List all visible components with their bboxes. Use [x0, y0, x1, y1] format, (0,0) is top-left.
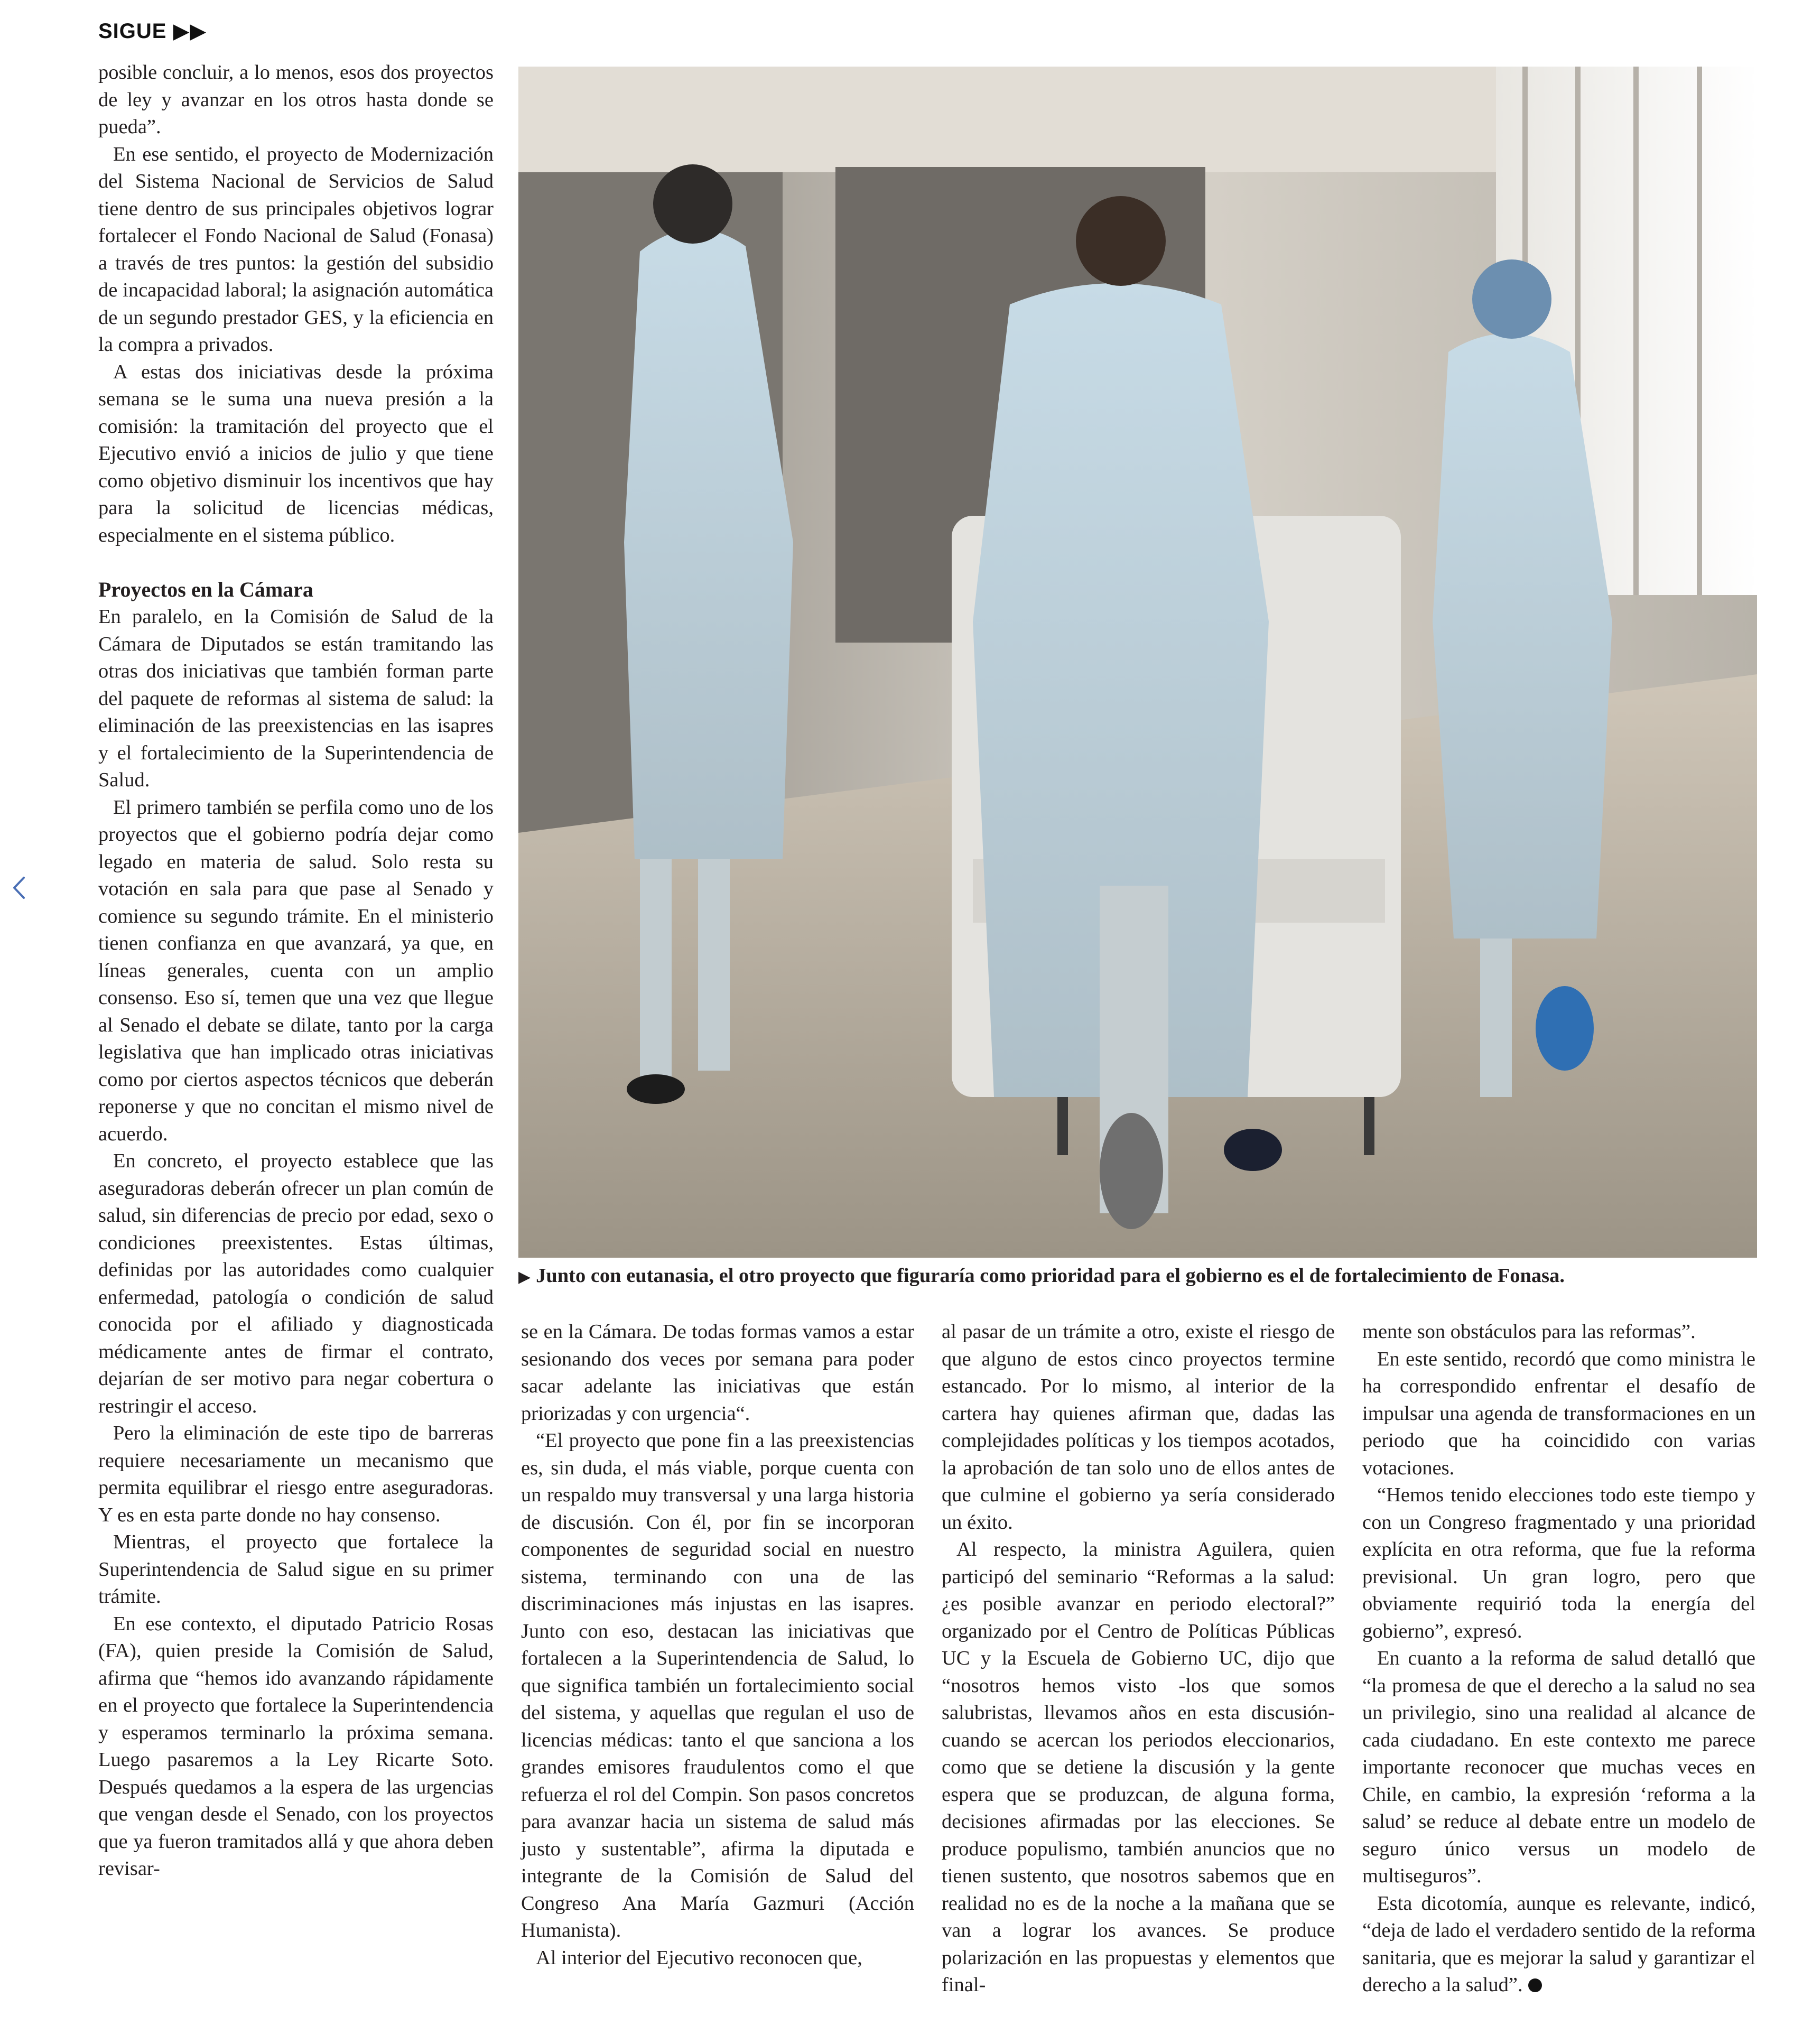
paragraph: “Hemos tenido elecciones todo este tiempo y con un Congreso fragmentado y una prioridad explícita en otra reforma, que fue la reforma previsional. Un gran logro, pero que obviamente requirió toda la energía del gobierno”, expresó. [1362, 1484, 1755, 1642]
sigue-label: SIGUE ▶▶ [98, 20, 207, 43]
paragraph: al pasar de un trámite a otro, existe el riesgo de que alguno de estos cinco proyectos termine estancado. Por lo mismo, al interior de la cartera hay quienes afirman que, dadas las complejidades políticas y los tiempos acotados, la aprobación de tan solo uno de ellos antes de que culmine el gobierno ya sería considerado un éxito. [942, 1321, 1335, 1534]
photo-caption [518, 1262, 1757, 1291]
caption-arrow-icon: ▶ [518, 1268, 531, 1286]
chevron-left-icon [11, 875, 27, 901]
paragraph: A estas dos iniciativas desde la próxima semana se le suma una nueva presión a la comisión: la tramitación del proyecto que el Ejecutivo envió a inicios de julio y que tiene como objetivo disminuir los incentivos que hay para la solicitud de licencias médicas, especialmente en el sistema público. [98, 360, 494, 546]
paragraph: posible concluir, a lo menos, esos dos proyectos de ley y avanzar en los otros hasta donde se pueda”. [98, 61, 494, 138]
caption-text: Junto con eutanasia, el otro proyecto que figuraría como prioridad para el gobierno es el de fortalecimiento de Fonasa. [536, 1265, 1565, 1287]
paragraph: En cuanto a la reforma de salud detalló que “la promesa de que el derecho a la salud no sea un privilegio, sino una realidad al alcance de cada ciudadano. En este contexto me parece importante reconocer que muchas veces en Chile, en cambio, la expresión ‘reforma a la salud’ se reduce al debate entre un modelo de seguro único versus un modelo de multiseguros”. [1362, 1647, 1755, 1887]
paragraph: Mientras, el proyecto que fortalece la Superintendencia de Salud sigue en su primer trámite. [98, 1531, 494, 1608]
paragraph: Al interior del Ejecutivo reconocen que, [536, 1946, 862, 1969]
paragraph: “El proyecto que pone fin a las preexistencias es, sin duda, el más viable, porque cuenta con un respaldo muy transversal y una larga historia de discusión. Con él, por fin se incorporan componentes de seguridad social en nuestro sistema, terminando con una de las discriminaciones más injustas en las isapres. Junto con eso, destacan las iniciativas que fortalecen a la Superintendencia de Salud, lo que significa también un fortalecimiento social del sistema, y aquellas que regulan el uso de licencias médicas: tanto el que sanciona a los grandes emisores fraudulentos como el que refuerza el rol del Compin. Son pasos concretos para avanzar hacia un sistema de salud más justo y sustentable”, afirma la diputada e integrante de la Comisión de Salud del Congreso Ana María Gazmuri (Acción Humanista). [521, 1429, 914, 1941]
hospital-photo [518, 67, 1757, 1258]
paragraph: El primero también se perfila como uno de los proyectos que el gobierno podría dejar como legado en materia de salud. Solo resta su votación en sala para que pase al Senado y comience su segundo trámite. En el ministerio tienen confianza en que avanzará, ya que, en líneas generales, cuenta con un amplio consenso. Eso sí, temen que una vez que llegue al Senado el debate se dilate, tanto por la carga legislativa que han implicado otras iniciativas como por ciertos aspectos técnicos que deberán reponerse y que no concitan el mismo nivel de acuerdo. [98, 796, 494, 1145]
paragraph: En ese sentido, el proyecto de Modernización del Sistema Nacional de Servicios de Salud tiene dentro de sus principales objetivos lograr fortalecer el Fondo Nacional de Salud (Fonasa) a través de tres puntos: la gestión del subsidio de incapacidad laboral; la asignación automática de un segundo prestador GES, y la eficiencia en la compra a privados. [98, 143, 494, 356]
paragraph: En paralelo, en la Comisión de Salud de la Cámara de Diputados se están tramitando las otras dos iniciativas que también forman parte del paquete de reformas al sistema de salud: la eliminación de las preexistencias en las isapres y el fortalecimiento de la Superintendencia de Salud. [98, 606, 494, 791]
paragraph [1362, 1890, 1755, 1999]
article-column-2 [521, 1318, 914, 1972]
article-column-4 [1362, 1318, 1755, 1999]
paragraph: se en la Cámara. De todas formas vamos a estar sesionando dos veces por semana para poder sacar adelante las iniciativas que están priorizadas y con urgencia“. [521, 1321, 914, 1425]
end-bullet-icon [1528, 1978, 1542, 1992]
section-heading: Proyectos en la Cámara [98, 578, 313, 601]
paragraph: mente son obstáculos para las reformas”. [1362, 1321, 1696, 1343]
previous-page-button[interactable] [7, 872, 31, 904]
paragraph: Al respecto, la ministra Aguilera, quien participó del seminario “Reformas a la salud: ¿es posible avanzar en periodo electoral?” organizado por el Centro de Políticas Públicas UC y la Escuela de Gobierno UC, dijo que “nosotros hemos visto -los que somos salubristas, llevamos años en esta discusión- cuando se acercan los periodos eleccionarios, como que se detiene la discusión y la gente espera que se produzcan, de alguna forma, decisiones afirmadas por las elecciones. Se produce populismo, también anuncios que no tienen sustento, que nosotros sabemos que en realidad no es de la noche a la mañana que se van a lograr los avances. Se produce polarización en las propuestas y elementos que final- [942, 1538, 1335, 1996]
paragraph: En ese contexto, el diputado Patricio Rosas (FA), quien preside la Comisión de Salud, afirma que “hemos ido avanzando rápidamente en el proyecto que fortalece la Superintendencia y esperamos terminarlo la próxima semana. Luego pasaremos a la Ley Ricarte Soto. Después quedamos a la espera de las urgencias que vengan desde el Senado, con los proyectos que ya fueron tramitados allá y que ahora deben revisar- [98, 1612, 494, 1880]
paragraph: En concreto, el proyecto establece que las aseguradoras deberán ofrecer un plan común de salud, sin diferencias de precio por edad, sexo o condiciones preexistentes. Estas últimas, definidas por las autoridades como cualquier enfermedad, patología o condición de salud conocida por el afiliado y diagnosticada médicamente antes de firmar el contrato, dejarían de ser motivo para negar cobertura o restringir el acceso. [98, 1150, 494, 1417]
article-column-3 [942, 1318, 1335, 1999]
hospital-corridor-image [518, 67, 1757, 1258]
paragraph: Pero la eliminación de este tipo de barreras requiere necesariamente un mecanismo que permita equilibrar el riesgo entre aseguradoras. Y es en esta parte donde no hay consenso. [98, 1422, 494, 1526]
article-column-1 [98, 59, 494, 1883]
paragraph-text: Esta dicotomía, aunque es relevante, indicó, “deja de lado el verdadero sentido de la reforma sanitaria, que es mejorar la salud y garantizar el derecho a la salud”. [1362, 1892, 1755, 1996]
paragraph: En este sentido, recordó que como ministra le ha correspondido enfrentar el desafío de impulsar una agenda de transformaciones en un periodo que ha coincidido con varias votaciones. [1362, 1348, 1755, 1479]
